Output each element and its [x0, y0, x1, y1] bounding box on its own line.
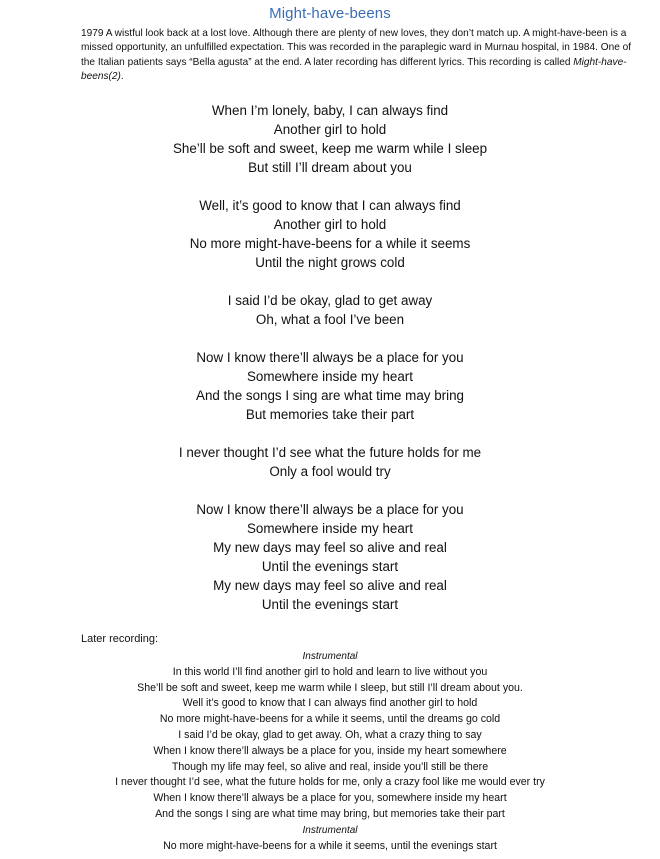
lyric-line: But memories take their part [245, 407, 415, 422]
lyric-line: Another girl to hold [273, 122, 387, 137]
later-lyric-line: In this world I’ll find another girl to hold and learn to live without you [172, 665, 488, 678]
intro-end: . [120, 71, 124, 83]
later-lyric-line: She’ll be soft and sweet, keep me warm while I sleep, but still I’ll dream about you. [137, 681, 523, 694]
lyrics-block [0, 101, 660, 633]
lyric-line: Somewhere inside my heart [247, 521, 413, 536]
lyric-line: But still I’ll dream about you [248, 160, 412, 175]
later-lyric-line: And the songs I sing are what time may bring, but memories take their part [155, 807, 505, 820]
intro-paragraph [81, 27, 633, 85]
lyric-line: I never thought I’d see what the future holds for me [178, 445, 482, 460]
lyric-line: Well, it’s good to know that I can always find [199, 198, 461, 213]
lyric-line: Somewhere inside my heart [247, 369, 413, 384]
lyric-line: When I’m lonely, baby, I can always find [211, 103, 449, 118]
later-lyric-line: I said I’d be okay, glad to get away. Oh, what a crazy thing to say [178, 728, 482, 741]
later-lyric-line: Well it’s good to know that I can always find another girl to hold [182, 697, 478, 710]
stanza [0, 443, 660, 481]
stanza [0, 500, 660, 614]
instrumental-note: Instrumental [302, 824, 358, 836]
lyric-line: Another girl to hold [273, 217, 387, 232]
lyric-line: My new days may feel so alive and real [213, 540, 447, 555]
later-recording-lyrics [0, 649, 660, 854]
later-lyric-line: No more might-have-beens for a while it seems, until the evenings start [163, 839, 497, 852]
lyric-line: No more might-have-beens for a while it seems [189, 236, 471, 251]
lyric-line: She’ll be soft and sweet, keep me warm while I sleep [172, 141, 488, 156]
recording-name: Might-have-beens(2) [81, 56, 627, 83]
instrumental-note: Instrumental [302, 651, 358, 662]
intro-text: 1979 A wistful look back at a lost love. Although there are plenty of new loves, they don’t match up. A might-have-been is a missed opportunity, an unfulfilled expectation. This was recorded in the paraplegic ward in Murnau hospital, in 1984. One of the Italian patients says “Bella agusta” at the end. A later recording has different lyrics. This recording is called [81, 28, 632, 68]
later-lyric-line: When I know there’ll always be a place for you, inside my heart somewhere [153, 744, 507, 757]
stanza [0, 291, 660, 329]
later-recording-label: Later recording: [81, 633, 159, 645]
later-lyric-line: I never thought I’d see, what the future holds for me, only a crazy fool like me would ever try [115, 776, 545, 789]
later-lyric-line: No more might-have-beens for a while it seems, until the dreams go cold [159, 713, 501, 726]
song-title: Might-have-beens [269, 5, 391, 22]
lyric-line: Now I know there’ll always be a place for you [196, 350, 464, 365]
lyric-line: Now I know there’ll always be a place for you [196, 502, 464, 517]
later-lyric-line: When I know there’ll always be a place for you, somewhere inside my heart [153, 792, 507, 805]
lyric-line: Only a fool would try [269, 464, 391, 479]
lyric-line: Until the night grows cold [255, 255, 405, 270]
lyric-line: Until the evenings start [261, 597, 399, 612]
stanza [0, 196, 660, 272]
later-lyric-line: Though my life may feel, so alive and real, inside you’ll still be there [171, 760, 489, 773]
lyric-line: My new days may feel so alive and real [213, 578, 447, 593]
stanza [0, 348, 660, 424]
lyric-line: And the songs I sing are what time may bring [196, 388, 464, 403]
lyric-line: I said I’d be okay, glad to get away [227, 293, 433, 308]
lyric-line: Until the evenings start [261, 559, 399, 574]
stanza [0, 101, 660, 177]
lyric-line: Oh, what a fool I’ve been [255, 312, 405, 327]
